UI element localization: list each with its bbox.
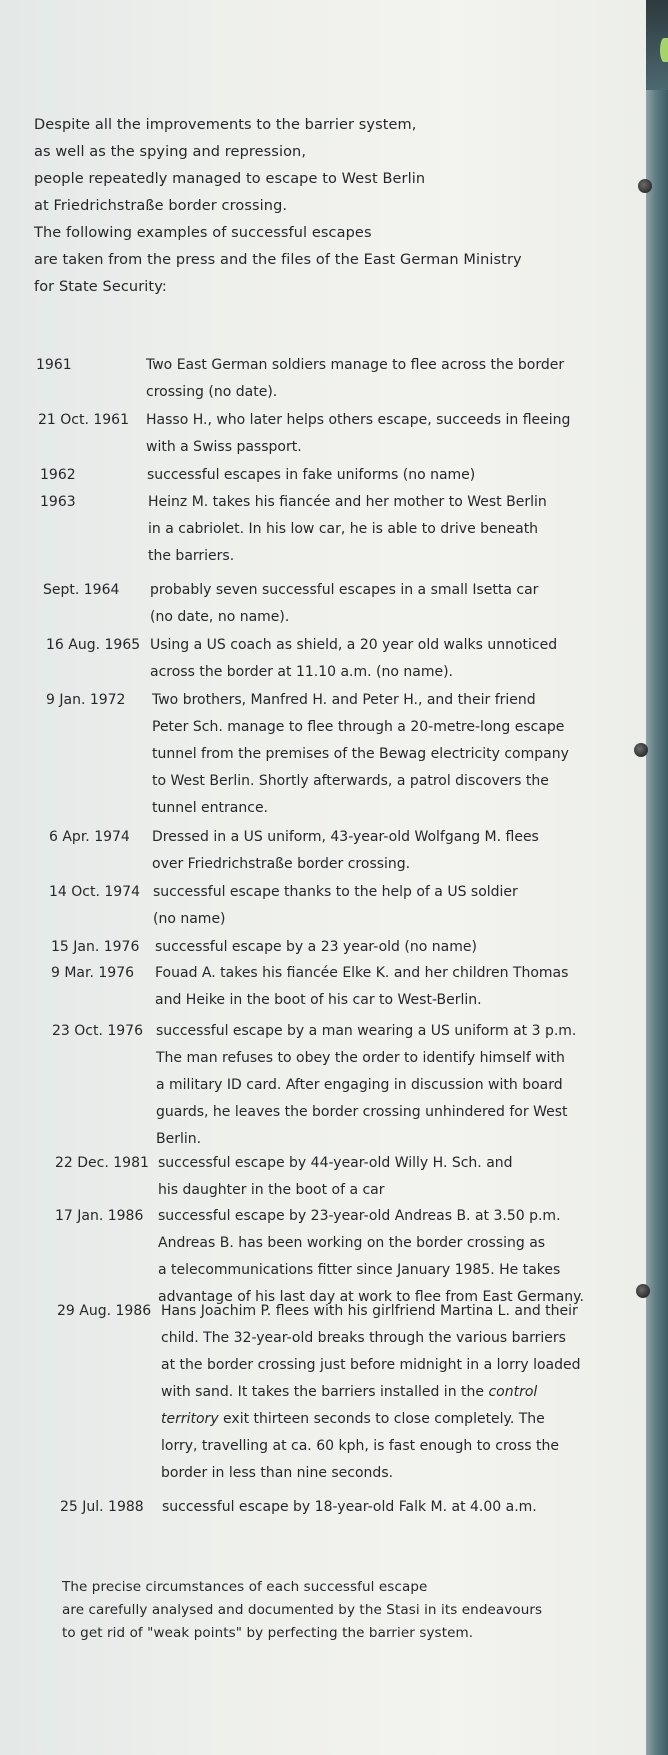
entry-line: to West Berlin. Shortly afterwards, a patrol discovers the xyxy=(152,773,549,789)
entry-line: and Heike in the boot of his car to West-Berlin. xyxy=(155,992,482,1008)
entry-line: successful escapes in fake uniforms (no name) xyxy=(147,467,476,483)
screw xyxy=(638,179,652,193)
entry-date: 22 Dec. 1981 xyxy=(55,1155,149,1171)
entry-line: with sand. It takes the barriers installed in the control xyxy=(161,1384,538,1400)
entry-line: tunnel from the premises of the Bewag electricity company xyxy=(152,746,569,762)
entry-description xyxy=(146,407,570,461)
intro-line: people repeatedly managed to escape to West Berlin xyxy=(34,171,426,187)
entry-description xyxy=(158,1203,584,1311)
entry-line: at the border crossing just before midnight in a lorry loaded xyxy=(161,1357,581,1373)
outro-line: The precise circumstances of each successful escape xyxy=(62,1579,428,1595)
intro-line: The following examples of successful escapes xyxy=(34,225,372,241)
entry-line: a telecommunications fitter since January 1985. He takes xyxy=(158,1262,561,1278)
outro-line: to get rid of "weak points" by perfecting the barrier system. xyxy=(62,1625,474,1641)
screw xyxy=(636,1284,650,1298)
entry-description xyxy=(162,1494,537,1521)
entry-description xyxy=(161,1298,581,1487)
entry-line: Using a US coach as shield, a 20 year old walks unnoticed xyxy=(150,637,558,653)
entry-date: 15 Jan. 1976 xyxy=(51,939,140,955)
entry-date: 23 Oct. 1976 xyxy=(52,1023,143,1039)
entry-line: crossing (no date). xyxy=(146,384,278,400)
entry-line: guards, he leaves the border crossing unhindered for West xyxy=(156,1104,568,1120)
entry-line: advantage of his last day at work to flee from East Germany. xyxy=(158,1289,584,1305)
entry-description xyxy=(153,879,518,933)
entry-line: child. The 32-year-old breaks through the various barriers xyxy=(161,1330,566,1346)
entry-date: 25 Jul. 1988 xyxy=(60,1499,144,1515)
intro-line: as well as the spying and repression, xyxy=(34,144,307,160)
entry-line: Fouad A. takes his fiancée Elke K. and her children Thomas xyxy=(155,965,569,981)
entry-description xyxy=(150,632,557,686)
entry-line: probably seven successful escapes in a small Isetta car xyxy=(150,582,539,598)
entry-line: tunnel entrance. xyxy=(152,800,269,816)
entry-description xyxy=(150,577,538,631)
entry-date: 14 Oct. 1974 xyxy=(49,884,140,900)
entry-line: Two East German soldiers manage to flee across the border xyxy=(146,357,565,373)
entry-date: 1961 xyxy=(36,357,72,373)
entry-date: 16 Aug. 1965 xyxy=(46,637,141,653)
entry-line: successful escape by 18-year-old Falk M. at 4.00 a.m. xyxy=(162,1499,537,1515)
entry-line: successful escape by 44-year-old Willy H. Sch. and xyxy=(158,1155,513,1171)
outro-line: are carefully analysed and documented by the Stasi in its endeavours xyxy=(62,1602,543,1618)
entry-date: 1962 xyxy=(40,467,76,483)
intro-line: at Friedrichstraße border crossing. xyxy=(34,198,288,214)
outro-paragraph xyxy=(62,1576,542,1645)
intro-line: are taken from the press and the files of the East German Ministry xyxy=(34,252,522,268)
entry-line: successful escape by a 23 year-old (no name) xyxy=(155,939,477,955)
entry-line: border in less than nine seconds. xyxy=(161,1465,394,1481)
intro-line: for State Security: xyxy=(34,279,167,295)
entry-line: lorry, travelling at ca. 60 kph, is fast enough to cross the xyxy=(161,1438,559,1454)
entry-date: 29 Aug. 1986 xyxy=(57,1303,152,1319)
entry-description xyxy=(148,489,547,570)
entry-line: The man refuses to obey the order to identify himself with xyxy=(156,1050,565,1066)
entry-line: over Friedrichstraße border crossing. xyxy=(152,856,411,872)
entry-line: successful escape by 23-year-old Andreas B. at 3.50 p.m. xyxy=(158,1208,561,1224)
entry-line: across the border at 11.10 a.m. (no name). xyxy=(150,664,454,680)
entry-line: Berlin. xyxy=(156,1131,202,1147)
entry-line: Dressed in a US uniform, 43-year-old Wolfgang M. flees xyxy=(152,829,539,845)
screw xyxy=(634,743,648,757)
entry-line: successful escape thanks to the help of a US soldier xyxy=(153,884,518,900)
entry-line: Heinz M. takes his fiancée and her mother to West Berlin xyxy=(148,494,547,510)
entry-line: Hans Joachim P. flees with his girlfriend Martina L. and their xyxy=(161,1303,578,1319)
entry-description xyxy=(156,1018,576,1153)
intro-line: Despite all the improvements to the barrier system, xyxy=(34,117,417,133)
entry-description xyxy=(158,1150,513,1204)
entry-line: a military ID card. After engaging in discussion with board xyxy=(156,1077,563,1093)
entry-line: successful escape by a man wearing a US uniform at 3 p.m. xyxy=(156,1023,577,1039)
entry-description xyxy=(147,462,475,489)
entry-line: Peter Sch. manage to flee through a 20-metre-long escape xyxy=(152,719,565,735)
entry-line: his daughter in the boot of a car xyxy=(158,1182,385,1198)
entry-date: 9 Jan. 1972 xyxy=(46,692,126,708)
entry-line: in a cabriolet. In his low car, he is able to drive beneath xyxy=(148,521,539,537)
entry-description xyxy=(155,934,477,961)
entry-date: 1963 xyxy=(40,494,76,510)
panel-edge xyxy=(646,0,668,1755)
entry-date: 9 Mar. 1976 xyxy=(51,965,135,981)
leaf xyxy=(660,38,668,62)
entry-line: Hasso H., who later helps others escape, succeeds in fleeing xyxy=(146,412,571,428)
entry-date: Sept. 1964 xyxy=(43,582,120,598)
entry-line: (no name) xyxy=(153,911,226,927)
entry-line: Andreas B. has been working on the border crossing as xyxy=(158,1235,546,1251)
entry-line: Two brothers, Manfred H. and Peter H., and their friend xyxy=(152,692,536,708)
intro-paragraph xyxy=(34,112,522,301)
entry-date: 17 Jan. 1986 xyxy=(55,1208,144,1224)
entry-line: territory exit thirteen seconds to close completely. The xyxy=(161,1411,545,1427)
entry-description xyxy=(155,960,568,1014)
entry-line: (no date, no name). xyxy=(150,609,290,625)
entry-description xyxy=(152,824,539,878)
entry-line: with a Swiss passport. xyxy=(146,439,302,455)
entry-line: the barriers. xyxy=(148,548,235,564)
entry-date: 6 Apr. 1974 xyxy=(49,829,130,845)
entry-date: 21 Oct. 1961 xyxy=(38,412,129,428)
entry-description xyxy=(152,687,569,822)
entry-description xyxy=(146,352,564,406)
